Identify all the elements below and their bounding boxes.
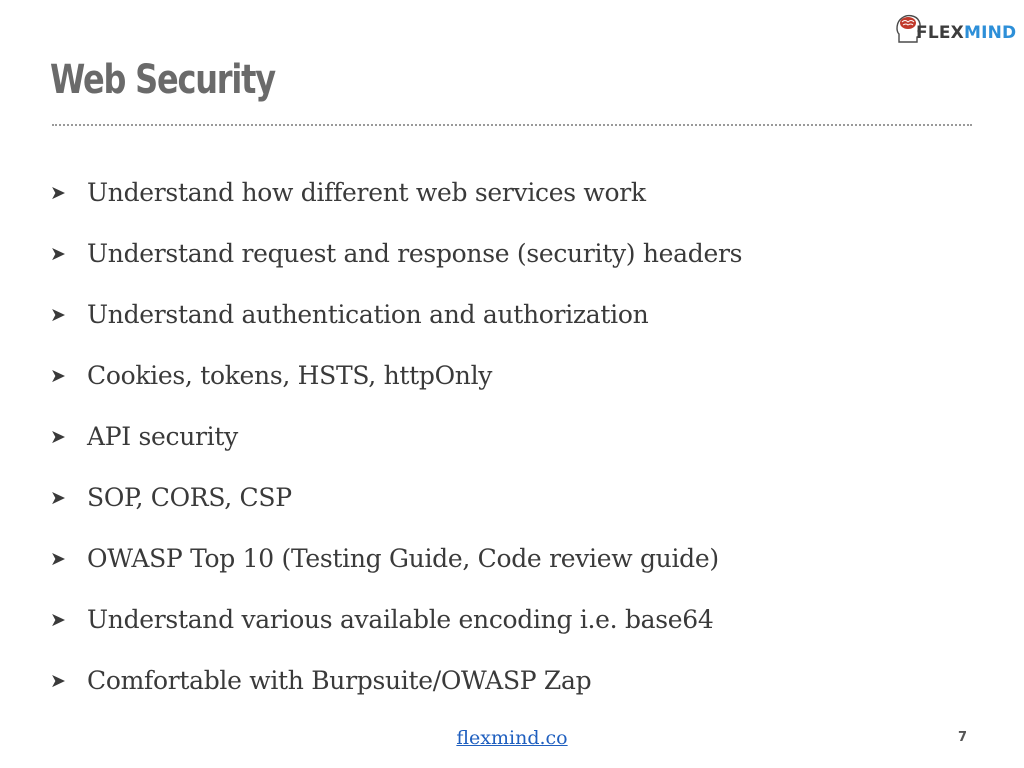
arrow-bullet-icon: ➤ [50,547,66,570]
arrow-bullet-icon: ➤ [50,181,66,204]
bullet-item [50,284,742,345]
arrow-bullet-icon: ➤ [50,425,66,448]
logo-wordmark [916,23,1016,43]
page-number: 7 [958,730,968,745]
arrow-bullet-icon: ➤ [50,486,66,509]
footer-website-link[interactable]: flexmind.co [456,727,568,749]
bullet-item [50,467,742,528]
arrow-bullet-icon: ➤ [50,669,66,692]
bullet-text: OWASP Top 10 (Testing Guide, Code review guide) [87,544,719,573]
bullet-item [50,223,742,284]
arrow-bullet-icon: ➤ [50,608,66,631]
bullet-text: API security [87,422,238,451]
bullet-text: SOP, CORS, CSP [87,483,292,512]
bullet-text: Understand various available encoding i.e. base64 [87,605,714,634]
bullet-text: Understand authentication and authorization [87,300,649,329]
bullet-text: Comfortable with Burpsuite/OWASP Zap [87,666,592,695]
title-divider [52,124,972,126]
bullet-list [50,162,742,711]
logo-text-mind: MIND [963,23,1017,43]
bullet-item [50,528,742,589]
logo-text-flex: FLEX [916,23,964,43]
arrow-bullet-icon: ➤ [50,242,66,265]
bullet-item [50,406,742,467]
bullet-item [50,650,742,711]
flexmind-logo [894,12,1017,48]
slide-title: Web Security [50,57,275,103]
bullet-text: Understand how different web services work [87,178,646,207]
arrow-bullet-icon: ➤ [50,303,66,326]
bullet-text: Understand request and response (security) headers [87,239,743,268]
bullet-item [50,162,742,223]
bullet-text: Cookies, tokens, HSTS, httpOnly [87,361,493,390]
bullet-item [50,589,742,650]
bullet-item [50,345,742,406]
arrow-bullet-icon: ➤ [50,364,66,387]
